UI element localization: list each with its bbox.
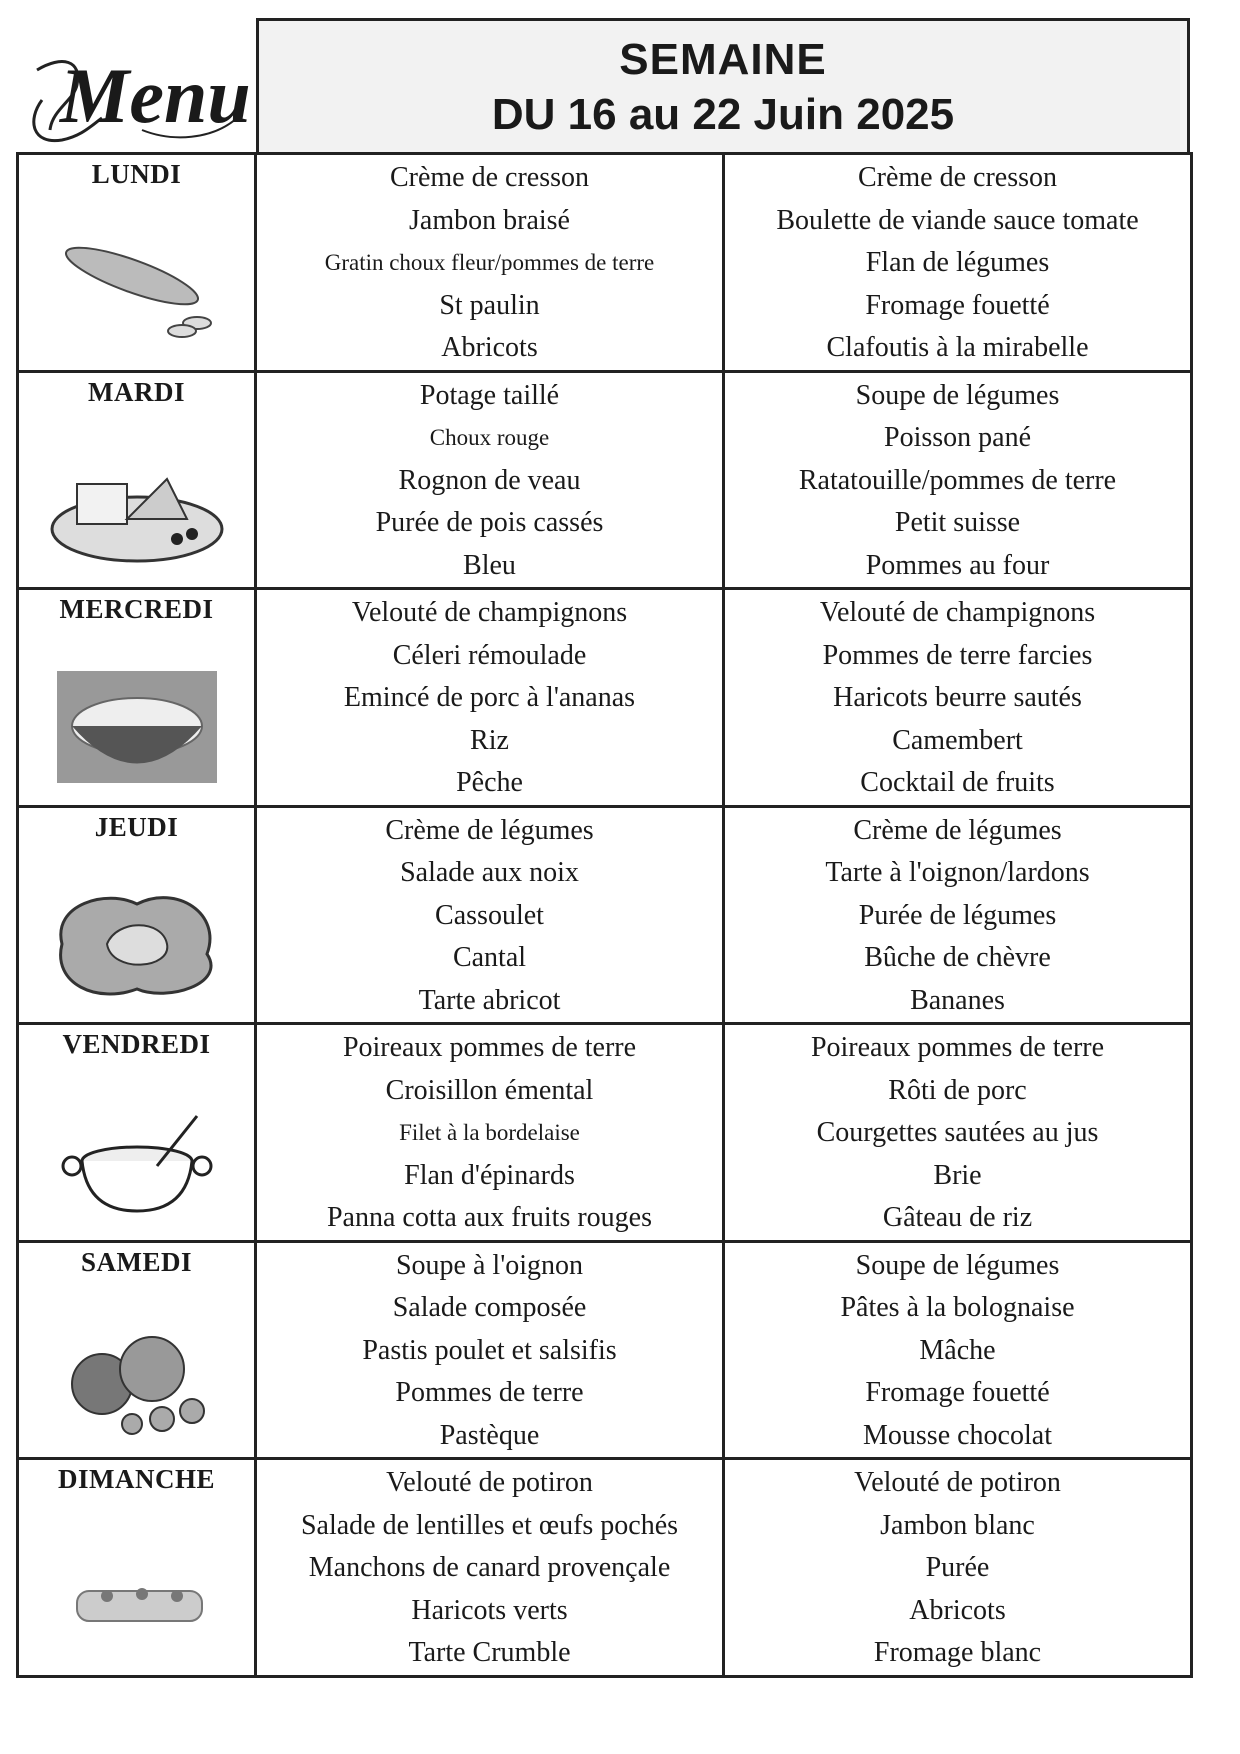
day-cell <box>18 371 256 589</box>
dish-item: Abricots <box>909 1594 1006 1626</box>
dish-item: Crème de cresson <box>389 162 590 193</box>
dish-item: Cantal <box>452 942 527 973</box>
day-cell <box>18 154 256 372</box>
dish-item: Rognon de veau <box>398 464 581 496</box>
day-row-vendredi <box>18 1024 1192 1242</box>
day-cell <box>18 806 256 1024</box>
day-row-mardi <box>18 371 1192 589</box>
weekly-menu-table <box>16 152 1193 1678</box>
dish-item: Poireaux pommes de terre <box>810 1032 1105 1063</box>
dish-item: Gratin choux fleur/pommes de terre <box>324 250 655 275</box>
dish-item: Crème de cresson <box>857 162 1058 193</box>
dish-item: Petit suisse <box>894 507 1021 538</box>
dish-item: Panna cotta aux fruits rouges <box>326 1202 653 1233</box>
dinner-menu-cell <box>724 154 1192 372</box>
lunch-dish-list <box>257 155 722 370</box>
dish-item: Fromage fouetté <box>865 1377 1050 1408</box>
dish-item: Emincé de porc à l'ananas <box>343 682 636 713</box>
dish-item: Tarte Crumble <box>408 1637 571 1668</box>
day-name: JEUDI <box>94 811 179 842</box>
dish-item: Salade de lentilles et œufs pochés <box>300 1509 679 1541</box>
dish-item: Boulette de viande sauce tomate <box>776 204 1139 236</box>
dish-item: Haricots beurre sautés <box>833 682 1082 713</box>
dish-item: Salade composée <box>392 1292 587 1323</box>
dish-item: Cocktail de fruits <box>860 767 1055 798</box>
dinner-menu-cell <box>724 371 1192 589</box>
dish-item: Pommes de terre <box>395 1377 584 1408</box>
dinner-dish-list <box>725 1243 1190 1458</box>
day-cell <box>18 1459 256 1677</box>
lunch-menu-cell <box>256 806 724 1024</box>
dish-item: Filet à la bordelaise <box>399 1120 580 1145</box>
dinner-dish-list <box>725 373 1190 588</box>
dish-item: Purée <box>925 1552 990 1583</box>
lunch-menu-cell <box>256 371 724 589</box>
dish-item: Purée de pois cassés <box>375 507 604 538</box>
dish-item: Gâteau de riz <box>882 1202 1033 1233</box>
header-week-label: SEMAINE <box>619 35 827 84</box>
lunch-dish-list <box>257 1025 722 1240</box>
cheese-platter-icon <box>27 437 246 581</box>
dish-item: Bananes <box>910 984 1005 1016</box>
day-row-jeudi <box>18 806 1192 1024</box>
day-name: LUNDI <box>91 159 182 189</box>
lunch-menu-cell <box>256 154 724 372</box>
day-name: MERCREDI <box>59 594 214 624</box>
dish-item: Pommes au four <box>865 549 1050 581</box>
dish-item: Crème de légumes <box>853 814 1062 846</box>
lunch-menu-cell <box>256 1241 724 1459</box>
lunch-dish-list <box>257 1460 722 1675</box>
dish-item: Flan d'épinards <box>404 1159 575 1191</box>
sausage-icon <box>27 219 246 363</box>
dish-item: Jambon blanc <box>880 1509 1035 1541</box>
dish-item: Tarte abricot <box>418 984 561 1016</box>
dish-item: Brie <box>933 1159 982 1191</box>
dish-item: Pêche <box>456 767 523 798</box>
dish-item: Mousse chocolat <box>863 1419 1052 1451</box>
lunch-menu-cell <box>256 1024 724 1242</box>
day-cell <box>18 1024 256 1242</box>
dinner-dish-list <box>725 590 1190 805</box>
day-cell <box>18 1241 256 1459</box>
dish-item: Pâtes à la bolognaise <box>840 1292 1075 1323</box>
dish-item: Riz <box>470 724 509 756</box>
lettuce-icon <box>27 872 246 1016</box>
dish-item: Abricots <box>441 332 538 363</box>
dish-item: Velouté de champignons <box>819 597 1096 628</box>
day-row-lundi <box>18 154 1192 372</box>
day-name: DIMANCHE <box>58 1464 215 1494</box>
day-name: MARDI <box>88 376 185 407</box>
day-name: SAMEDI <box>80 1246 192 1277</box>
dish-item: Cassoulet <box>435 899 544 931</box>
dish-item: Velouté de potiron <box>386 1467 593 1498</box>
dish-item: Céleri rémoulade <box>392 639 587 671</box>
dish-item: Flan de légumes <box>865 247 1050 278</box>
dish-item: Manchons de canard provençale <box>308 1552 671 1583</box>
menu-logo <box>22 30 252 160</box>
dish-item: Rôti de porc <box>888 1074 1027 1106</box>
day-row-dimanche <box>18 1459 1192 1677</box>
dish-item: Bleu <box>463 549 516 581</box>
dish-item: Jambon braisé <box>409 204 570 236</box>
day-name: VENDREDI <box>62 1029 211 1059</box>
dish-item: Ratatouille/pommes de terre <box>798 464 1117 496</box>
dinner-menu-cell <box>724 1459 1192 1677</box>
menu-header <box>256 18 1190 152</box>
dish-item: Soupe de légumes <box>855 379 1060 411</box>
lunch-dish-list <box>257 1243 722 1458</box>
dish-item: Pommes de terre farcies <box>822 639 1093 671</box>
dish-item: Bûche de chèvre <box>864 942 1051 973</box>
dinner-dish-list <box>725 808 1190 1023</box>
dish-item: Clafoutis à la mirabelle <box>826 332 1089 363</box>
rice-bowl-icon <box>27 654 246 798</box>
dish-item: Tarte à l'oignon/lardons <box>825 857 1090 888</box>
lunch-dish-list <box>257 590 722 805</box>
dish-item: Crème de légumes <box>385 814 594 846</box>
dish-item: Salade aux noix <box>400 857 579 888</box>
lunch-menu-cell <box>256 1459 724 1677</box>
dinner-menu-cell <box>724 1024 1192 1242</box>
dish-item: Poisson pané <box>884 422 1031 453</box>
dish-item: St paulin <box>439 289 540 321</box>
dinner-dish-list <box>725 1460 1190 1675</box>
dinner-menu-cell <box>724 589 1192 807</box>
dish-item: Pastèque <box>439 1419 540 1451</box>
dish-item: Haricots verts <box>411 1594 568 1626</box>
dish-item: Velouté de champignons <box>351 597 628 628</box>
soup-tureen-icon <box>27 1089 246 1233</box>
dish-item: Croisillon émental <box>385 1074 594 1106</box>
dish-item: Mâche <box>919 1334 996 1366</box>
day-cell <box>18 589 256 807</box>
dish-item: Soupe à l'oignon <box>395 1249 584 1281</box>
dish-item: Potage taillé <box>419 379 560 411</box>
dinner-dish-list <box>725 1025 1190 1240</box>
dinner-menu-cell <box>724 806 1192 1024</box>
svg-text:Menu: Menu <box>60 52 251 139</box>
lunch-dish-list <box>257 808 722 1023</box>
dish-item: Fromage fouetté <box>865 289 1050 321</box>
dish-item: Fromage blanc <box>873 1637 1042 1668</box>
header-date-range: DU 16 au 22 Juin 2025 <box>491 90 955 139</box>
tomatoes-icon <box>27 1307 246 1451</box>
pastry-icon <box>27 1524 246 1668</box>
day-row-samedi <box>18 1241 1192 1459</box>
dinner-dish-list <box>725 155 1190 370</box>
dish-item: Velouté de potiron <box>854 1467 1061 1498</box>
dish-item: Choux rouge <box>429 425 550 450</box>
dish-item: Soupe de légumes <box>855 1249 1060 1281</box>
dish-item: Pastis poulet et salsifis <box>362 1334 617 1366</box>
dish-item: Poireaux pommes de terre <box>342 1032 637 1063</box>
dinner-menu-cell <box>724 1241 1192 1459</box>
lunch-menu-cell <box>256 589 724 807</box>
dish-item: Courgettes sautées au jus <box>816 1117 1099 1148</box>
dish-item: Purée de légumes <box>858 899 1057 931</box>
day-row-mercredi <box>18 589 1192 807</box>
dish-item: Camembert <box>892 724 1023 756</box>
lunch-dish-list <box>257 373 722 588</box>
